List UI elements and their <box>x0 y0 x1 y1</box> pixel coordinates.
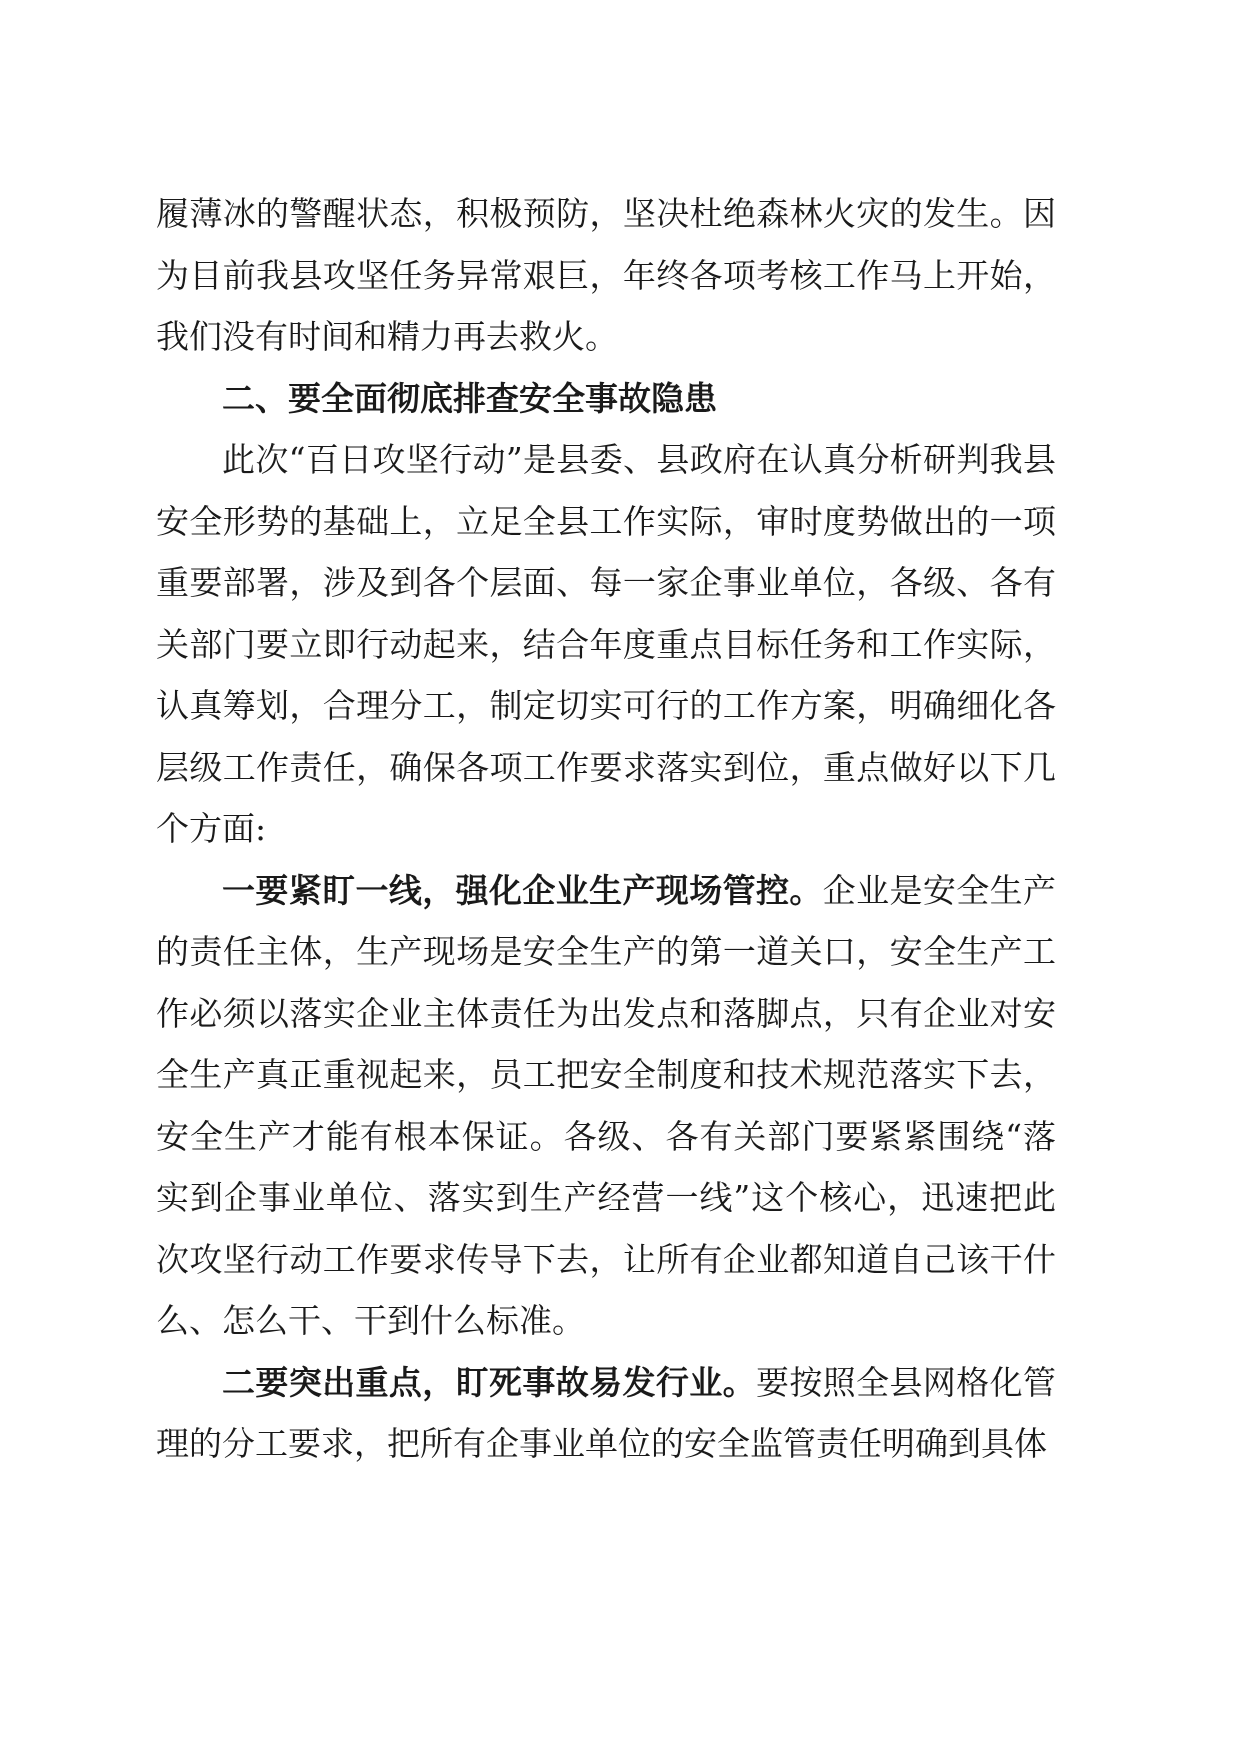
point-two-lead: 二要突出重点，盯死事故易发行业。 <box>222 1362 756 1402</box>
section-heading: 二、要全面彻底排查安全事故隐患 <box>222 378 717 418</box>
document-body <box>156 183 1056 1475</box>
point-two-body: 要按照全县网格化管理的分工要求，把所有企事业单位的安全监管责任明确到具体 <box>156 1362 1056 1463</box>
continuation-paragraph: 履薄冰的警醒状态，积极预防，坚决杜绝森林火灾的发生。因为目前我县攻坚任务异常艰巨，年终各项考核工作马上开始，我们没有时间和精力再去救火。 <box>156 194 1056 356</box>
point-two-paragraph <box>156 1352 1056 1475</box>
point-one-lead: 一要紧盯一线，强化企业生产现场管控。 <box>222 870 823 910</box>
point-one-paragraph <box>156 860 1056 1352</box>
intro-paragraph: 此次“百日攻坚行动”是县委、县政府在认真分析研判我县安全形势的基础上，立足全县工作实际，审时度势做出的一项重要部署，涉及到各个层面、每一家企事业单位，各级、各有关部门要立即行动起来，结合年度重点目标任务和工作实际，认真筹划，合理分工，制定切实可行的工作方案，明确细化各层级工作责任，确保各项工作要求落实到位，重点做好以下几个方面: <box>156 440 1056 848</box>
point-one-body: 企业是安全生产的责任主体，生产现场是安全生产的第一道关口，安全生产工作必须以落实企业主体责任为出发点和落脚点，只有企业对安全生产真正重视起来，员工把安全制度和技术规范落实下去，安全生产才能有根本保证。各级、各有关部门要紧紧围绕“落实到企事业单位、落实到生产经营一线”这个核心，迅速把此次攻坚行动工作要求传导下去，让所有企业都知道自己该干什么、怎么干、干到什么标准。 <box>156 870 1056 1340</box>
